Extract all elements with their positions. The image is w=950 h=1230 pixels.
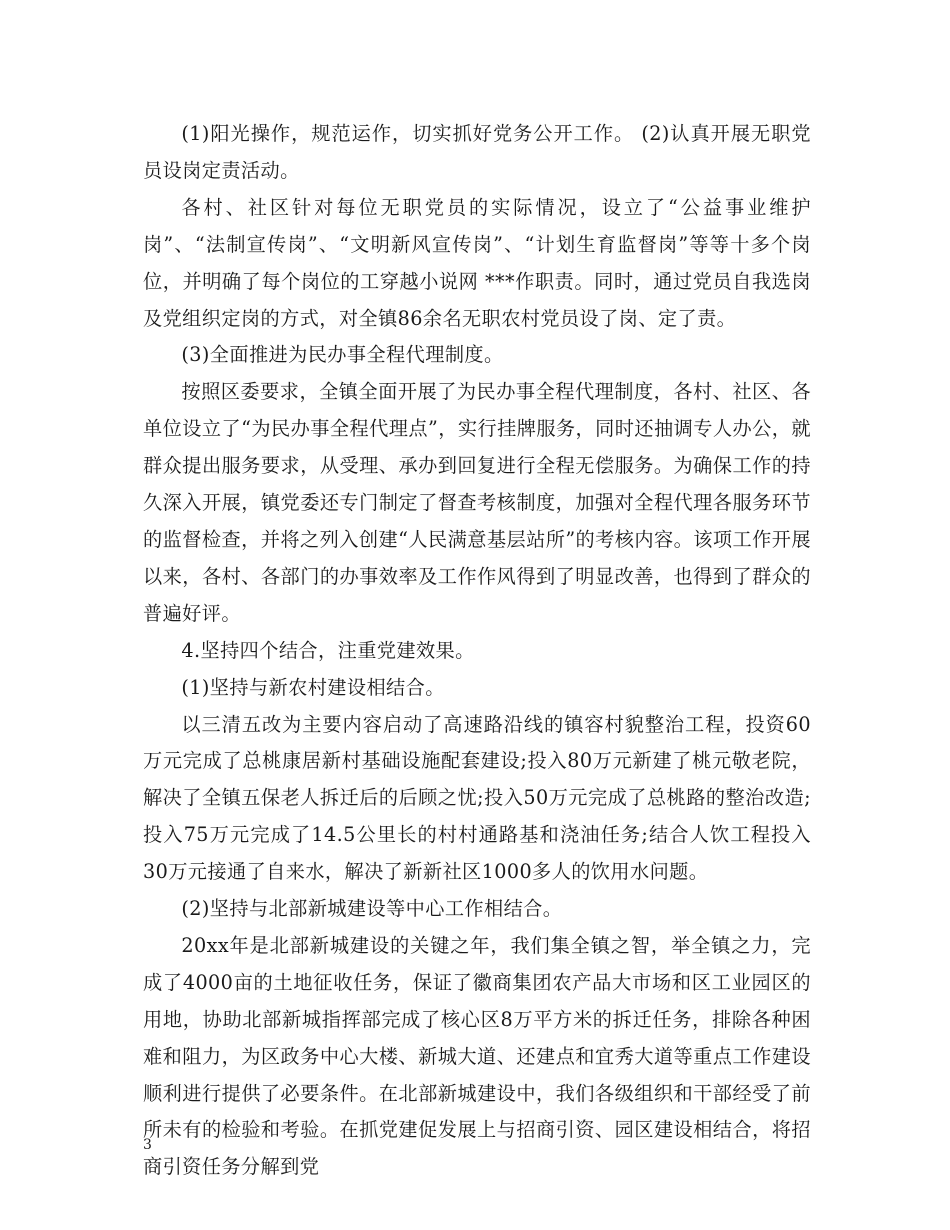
- document-body: [143, 116, 811, 1186]
- paragraph-6: (1)坚持与新农村建设相结合。: [181, 675, 445, 699]
- paragraph-2: 各村、社区针对每位无职党员的实际情况，设立了“公益事业维护岗”、“法制宣传岗”、“文明新风宣传岗”、“计划生育监督岗”等等十多个岗位，并明确了每个岗位的工穿越小说网 ***作职责。同时，通过党员自我选岗及党组织定岗的方式，对全镇86余名无职农村党员设了岗、定了责。: [143, 195, 811, 330]
- paragraph-3: (3)全面推进为民办事全程代理制度。: [181, 343, 504, 367]
- paragraph-1: (1)阳光操作，规范运作，切实抓好党务公开工作。 (2)认真开展无职党员设岗定责活动。: [143, 122, 811, 182]
- paragraph-9: 20xx年是北部新城建设的关键之年，我们集全镇之智，举全镇之力，完成了4000亩的土地征收任务，保证了徽商集团农产品大市场和区工业园区的用地，协助北部新城指挥部完成了核心区8万平方米的拆迁任务，排除各种困难和阻力，为区政务中心大楼、新城大道、还建点和宜秀大道等重点工作建设顺利进行提供了必要条件。在北部新城建设中，我们各级组织和干部经受了前所未有的检验和考验。在抓党建促发展上与招商引资、园区建设相结合，将招商引资任务分解到党: [143, 933, 811, 1179]
- page-number: 3: [143, 1137, 152, 1153]
- paragraph-5: 4.坚持四个结合，注重党建效果。: [181, 638, 475, 662]
- paragraph-7: 以三清五改为主要内容启动了高速路沿线的镇容村貌整治工程，投资60万元完成了总桃康居新村基础设施配套建设;投入80万元新建了桃元敬老院，解决了全镇五保老人拆迁后的后顾之忧;投入50万元完成了总桃路的整治改造;投入75万元完成了14.5公里长的村村通路基和浇油任务;结合人饮工程投入30万元接通了自来水，解决了新新社区1000多人的饮用水问题。: [143, 712, 811, 884]
- paragraph-8: (2)坚持与北部新城建设等中心工作相结合。: [181, 897, 563, 921]
- paragraph-4: 按照区委要求，全镇全面开展了为民办事全程代理制度，各村、社区、各单位设立了“为民办事全程代理点”，实行挂牌服务，同时还抽调专人办公，就群众提出服务要求，从受理、承办到回复进行全程无偿服务。为确保工作的持久深入开展，镇党委还专门制定了督查考核制度，加强对全程代理各服务环节的监督检查，并将之列入创建“人民满意基层站所”的考核内容。该项工作开展以来，各村、各部门的办事效率及工作作风得到了明显改善，也得到了群众的普遍好评。: [143, 380, 811, 625]
